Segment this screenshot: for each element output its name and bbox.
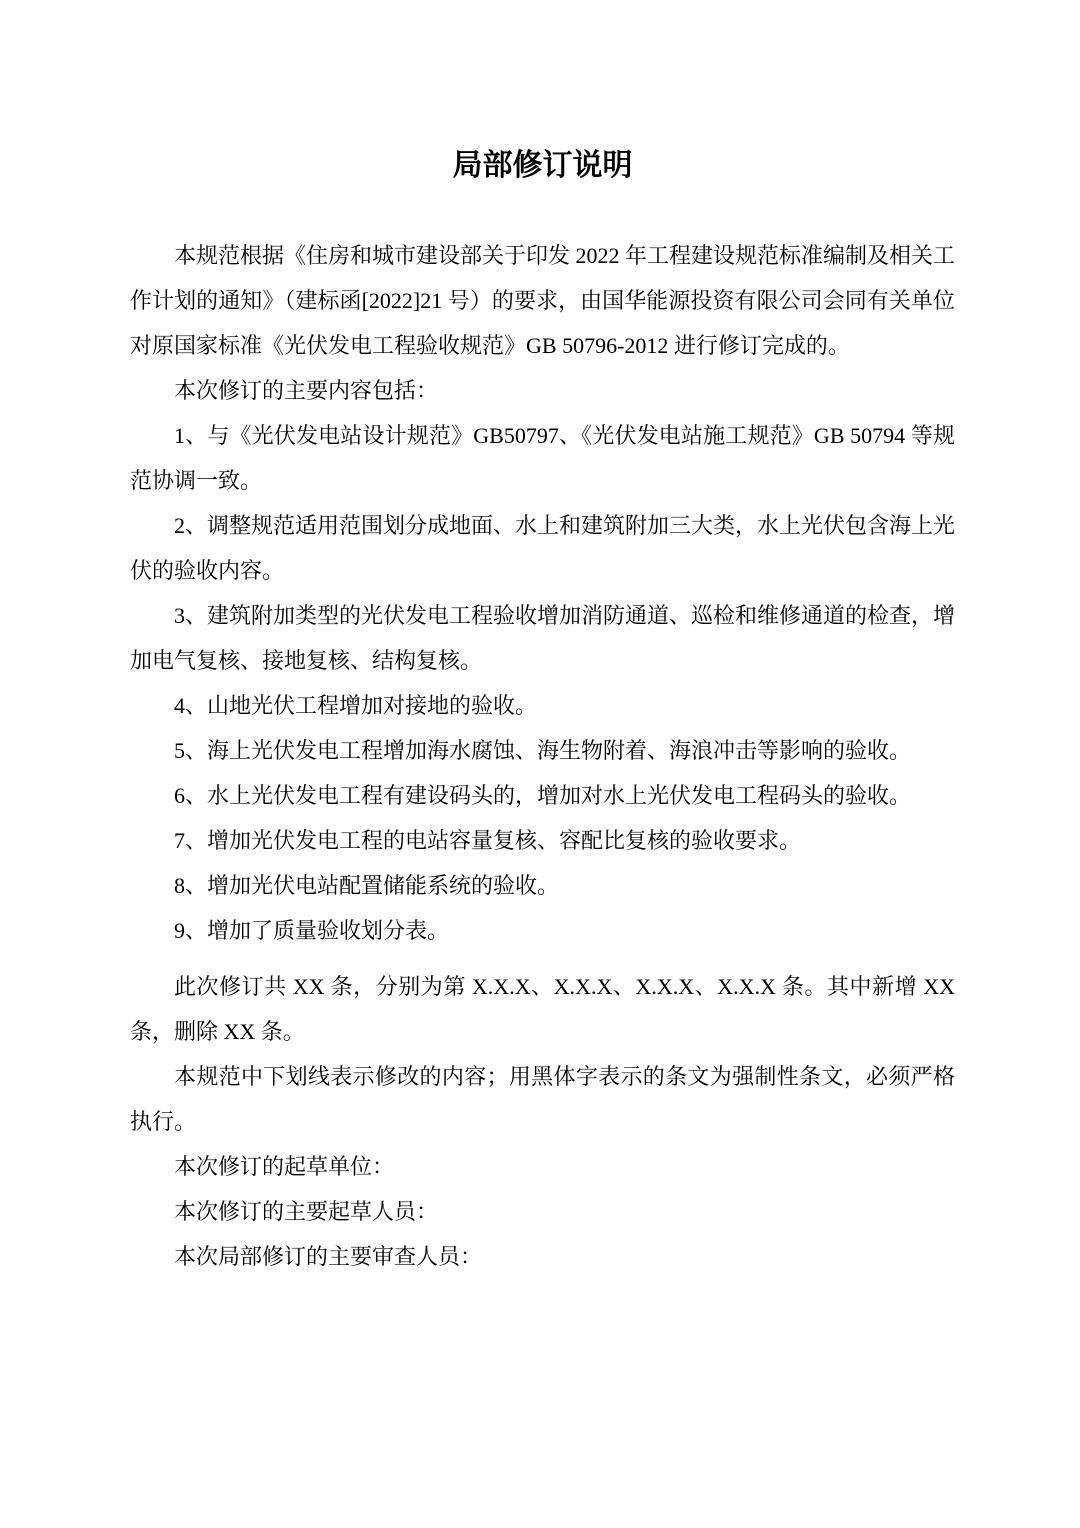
- paragraph: 此次修订共 XX 条，分别为第 X.X.X、X.X.X、X.X.X、X.X.X 条。其中新增 XX 条，删除 XX 条。: [130, 974, 955, 1044]
- paragraph: 本规范中下划线表示修改的内容；用黑体字表示的条文为强制性条文，必须严格执行。: [130, 1064, 955, 1134]
- paragraph: 1、与《光伏发电站设计规范》GB50797、《光伏发电站施工规范》GB 50794 等规范协调一致。: [130, 423, 955, 493]
- paragraph: 本规范根据《住房和城市建设部关于印发 2022 年工程建设规范标准编制及相关工作计划的通知》（建标函[2022]21 号）的要求，由国华能源投资有限公司会同有关单位对原国家标准《光伏发电工程验收规范》GB 50796-2012 进行修订完成的。: [130, 243, 956, 358]
- paragraph: 本次修订的主要内容包括：: [174, 378, 439, 403]
- paragraph: 2、调整规范适用范围划分成地面、水上和建筑附加三大类，水上光伏包含海上光伏的验收内容。: [130, 513, 956, 583]
- paragraph: 9、增加了质量验收划分表。: [174, 918, 450, 943]
- paragraph: 7、增加光伏发电工程的电站容量复核、容配比复核的验收要求。: [174, 828, 802, 853]
- paragraph: 3、建筑附加类型的光伏发电工程验收增加消防通道、巡检和维修通道的检查，增加电气复核、接地复核、结构复核。: [130, 603, 956, 673]
- paragraph: 5、海上光伏发电工程增加海水腐蚀、海生物附着、海浪冲击等影响的验收。: [174, 738, 912, 763]
- paragraph: 本次修订的起草单位：: [174, 1154, 395, 1179]
- document-content: [130, 0, 955, 1279]
- paragraph: 8、增加光伏电站配置储能系统的验收。: [174, 873, 560, 898]
- paragraph: 本次修订的主要起草人员：: [174, 1199, 439, 1224]
- paragraph: 4、山地光伏工程增加对接地的验收。: [174, 693, 538, 718]
- paragraph: 本次局部修订的主要审查人员：: [174, 1244, 483, 1269]
- document-body: [130, 233, 955, 1279]
- paragraph: 6、水上光伏发电工程有建设码头的，增加对水上光伏发电工程码头的验收。: [174, 783, 912, 808]
- page-title: 局部修订说明: [452, 149, 633, 182]
